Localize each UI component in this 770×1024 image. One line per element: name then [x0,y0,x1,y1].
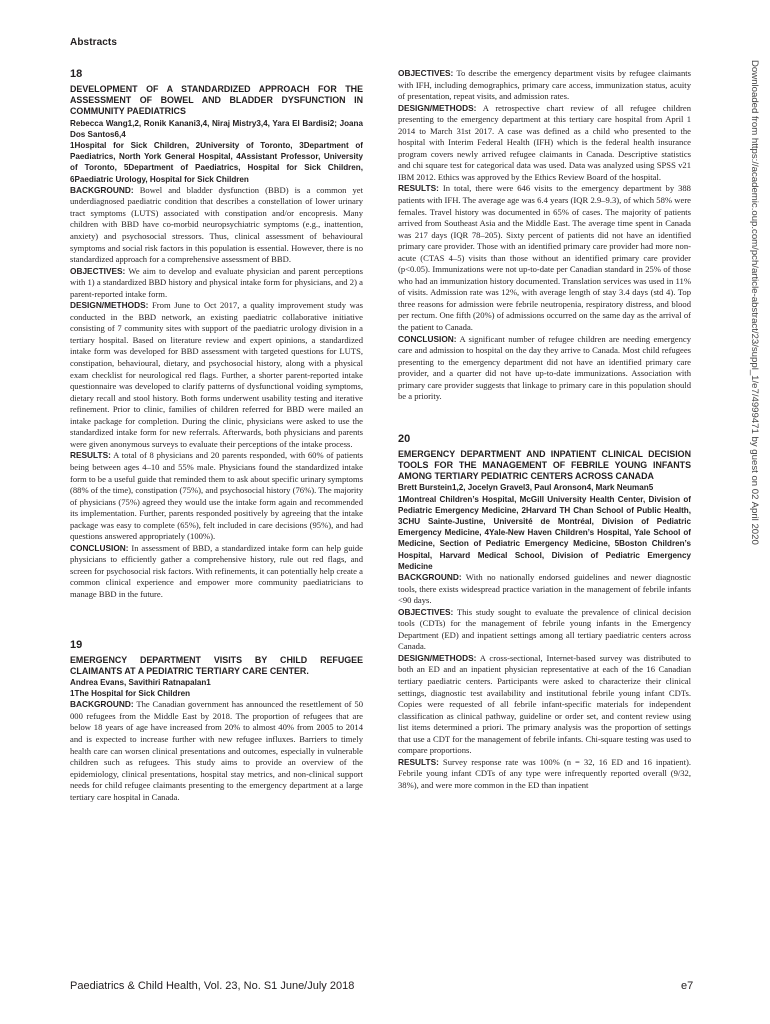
methods-paragraph: DESIGN/METHODS: A retrospective chart review of all refugee children presenting to the emergency department at this tertiary care hospital from April 1 2014 to March 31st 2017. A case was defined as a child who presented to the hospital with Interim Federal Health (IFH) which is the federal health insurance program covers newly arrived refugee claimants in Canada. Descriptive statistics and chi square test for categorical data was used. Data was analyzed using SPSS v21 IBM 2012. Ethics was approved by the Ethics Review Board of the hospital. [398,102,691,182]
methods-paragraph: DESIGN/METHODS: A cross-sectional, Internet-based survey was distributed to both an ED and an inpatient physician representative at each of the 16 Canadian tertiary paediatric centers. Participants were asked to characterize their clinical settings, diagnostic test availability and institutional febrile young infant CDTs. Copies were requested of all febrile infant-specific materials for independent classification as clinical pathway, guideline or order set, and content review using list items determined a priori. The primary analysis was the proportion of settings that use a CDT for the management of febrile infants. Chi-square testing was used to compare proportions. [398,652,691,756]
abstract-19 [70,639,363,804]
abstract-number: 20 [398,432,411,445]
abstract-number: 19 [70,638,83,651]
journal-footer: Paediatrics & Child Health, Vol. 23, No. S1 June/July 2018 [70,980,355,992]
page-number: e7 [681,980,694,992]
background-paragraph: BACKGROUND: With no nationally endorsed guidelines and newer diagnostic tools, there exists widespread practice variation in the management of febrile infants <90 days. [398,572,691,606]
abstract-19-continued [398,68,691,403]
abstract-authors: Andrea Evans, Savithiri Ratnapalan1 [70,677,211,687]
abstract-title: EMERGENCY DEPARTMENT AND INPATIENT CLINICAL DECISION TOOLS FOR THE MANAGEMENT OF FEBRILE YOUNG INFANTS AMONG TERTIARY PEDIATRIC CENTERS ACROSS CANADA [398,448,691,482]
background-paragraph: BACKGROUND: Bowel and bladder dysfunction (BBD) is a common yet underdiagnosed paediatric condition that describes a constellation of lower urinary tract symptoms (LUTS) associated with constipation and/or encopresis. Many children with BBD have co-morbid neuropsychiatric symptoms (e.g., inattention, anxiety) and psychosocial stressors. Thus, clinical assessment of behavioural symptoms and social risk factors in this population is essential. However, there is no standardized approach for a comprehensive assessment of BBD. [70,184,363,265]
objectives-paragraph: OBJECTIVES: To describe the emergency department visits by refugee claimants with IFH, including demographics, primary care access, immunization status, acuity of presentation, repeat visits, and admission rates. [398,68,692,102]
results-paragraph: RESULTS: Survey response rate was 100% (n = 32, 16 ED and 16 inpatient). Febrile young infant CDTs of any type were infrequently reported overall (9/32, 38%), and were more common in the ED than inpatient [398,756,691,790]
results-paragraph: RESULTS: A total of 8 physicians and 20 parents responded, with 60% of patients being between ages 4–10 and 55% male. Physicians found the standardized intake form to be a useful guide that reminded them to ask about specific urinary symptoms (88% of the time), constipation (75%), and psychosocial history (76%). The majority of physicians (75%) agreed they would use the intake form again and recommended its implementation. Further, parents responded positively by agreeing that the intake package was easy to complete (65%), felt included in care decisions (95%), and had questions answered appropriately (100%). [70,450,363,542]
methods-paragraph: DESIGN/METHODS: From June to Oct 2017, a quality improvement study was conducted in the BBD network, an existing paediatric collaborative initiative consisting of 7 community sites with support of the paediatric urology division in a tertiary hospital. Based on literature review and expert opinions, a standardized intake form was developed for BBD assessment with targeted questions for LUTS, constipation, behavioural, dietary, and psychosocial history, along with a physical exam checklist for neurological red flags. Further, a shorter parent-reported intake questionnaire was developed to clarify patterns of dysfunctional voiding symptoms, dietary recall and stool history. Both forms underwent usability testing and iterative refinement. Prior to clinic, families of children referred for BBD were mailed an intake package for completion. During the clinic, physicians were asked to use the standardized intake form for new referrals. Afterwards, both physicians and parents were given anonymous surveys to evaluate their perceptions of the intake process. [70,300,363,449]
background-paragraph: BACKGROUND: The Canadian government has announced the resettlement of 50 000 refugees from the Middle East by 2018. The proportion of refugees that are below 18 years of age have increased from 20% to almost 40% from 2005 to 2014 and is expected to increase further with new refugee influxes. Barriers to timely health care can worsen clinical presentations and outcomes, especially in vulnerable children such as refugees. This study aims to provide an overview of the epidemiology, clinical presentations, hospital stay metrics, and non-clinical support needs for child refugee claimants presenting to the emergency department at a large tertiary care hospital in Canada. [70,699,363,802]
conclusion-paragraph: CONCLUSION: In assessment of BBD, a standardized intake form can help guide physicians to efficiently gather a comprehensive history, rule out red flags, and screen for psychosocial risk factors. With refinements, it can potentially help create a common clinical experience and empower more community paediatricians to manage BBD in the future. [70,542,363,599]
conclusion-paragraph: CONCLUSION: A significant number of refugee children are needing emergency care and admission to hospital on the day they arrive to Canada. Most child refugees presenting to the emergency department did not have an identified primary care provider, and a quarter did not have up-to-date immunizations. Association with primary care provider suggests that linkage to primary care in this population should be a priority. [398,333,691,402]
abstract-number: 18 [70,68,83,80]
abstract-20 [398,433,691,792]
objectives-paragraph: OBJECTIVES: This study sought to evaluate the prevalence of clinical decision tools (CDTs) for the management of febrile young infants in the Emergency Department (ED) and inpatient settings among all tertiary paediatric centers across Canada. [398,606,692,652]
abstract-title: EMERGENCY DEPARTMENT VISITS BY CHILD REFUGEE CLAIMANTS AT A PEDIATRIC TERTIARY CARE CENTER. [70,654,363,676]
abstract-title: DEVELOPMENT OF A STANDARDIZED APPROACH FOR THE ASSESSMENT OF BOWEL AND BLADDER DYSFUNCTION IN COMMUNITY PAEDIATRICS [70,84,363,117]
running-head: Abstracts [70,37,118,48]
results-paragraph: RESULTS: In total, there were 646 visits to the emergency department by 388 patients with IFH. The average age was 6.4 years (IQR 2.9–9.3), of which 58% were females. Travel history was documented in 65% of cases. The majority of patients arrived from Southeast Asia and the Middle East. The average time spent in Canada was 217 days (IQR 78–205). Sixty percent of patients did not have an identified primary care provider. Those with an identified primary care provider had more non-acute (CTAS 4–5) visits than those without an identified primary care provider (p<0.05). Immunizations were not up-to-date per Canadian standard in 25% of those who had an immunization history documented. Translation services was used in 11% of visits. Admission rate was 12%, with average length of stay 3.4 days (std 4). Top three reasons for admission were febrile neutropenia, respiratory distress, and blood per rectum. One fifth (20%) of admissions occurred on the same day as the arrival of the patient to Canada. [398,183,691,333]
abstract-affiliations: 1Montreal Children’s Hospital, McGill University Health Center, Division of Pediatric Emergency Medicine, 2Harvard TH Chan School of Public Health, 3CHU Sainte-Justine, Université de Montréal, Division of Pediatric Emergency Medicine, 4Yale-New Haven Children’s Hospital, Yale School of Medicine, Section of Pediatric Emergency Medicine, 5Boston Children’s Hospital, Harvard Medical School, Division of Pediatric Emergency Medicine [398,494,691,571]
abstract-18 [70,68,363,601]
download-watermark: Downloaded from https://academic.oup.com/pch/article-abstract/23/suppl_1/e7/4999471 by guest on 02 April 2020 [749,60,760,545]
abstract-affiliations: 1Hospital for Sick Children, 2University of Toronto, 3Department of Paediatrics, North York General Hospital, 4Assistant Professor, University of Toronto, 5Department of Paediatrics, Hospital for Sick Children, 6Paediatric Urology, Hospital for Sick Children [70,141,363,184]
right-column [398,68,691,791]
objectives-paragraph: OBJECTIVES: We aim to develop and evaluate physician and parent perceptions with 1) a standardized BBD history and physical intake form for physicians, and 2) a parent-reported intake form. [70,265,364,299]
abstract-authors: Brett Burstein1,2, Jocelyn Gravel3, Paul Aronson4, Mark Neuman5 [398,483,654,493]
abstract-authors: Rebecca Wang1,2, Ronik Kanani3,4, Niraj Mistry3,4, Yara El Bardisi2; Joana Dos Santos6,4 [70,118,363,139]
abstract-affiliations: 1The Hospital for Sick Children [70,689,191,699]
left-column [70,68,363,803]
